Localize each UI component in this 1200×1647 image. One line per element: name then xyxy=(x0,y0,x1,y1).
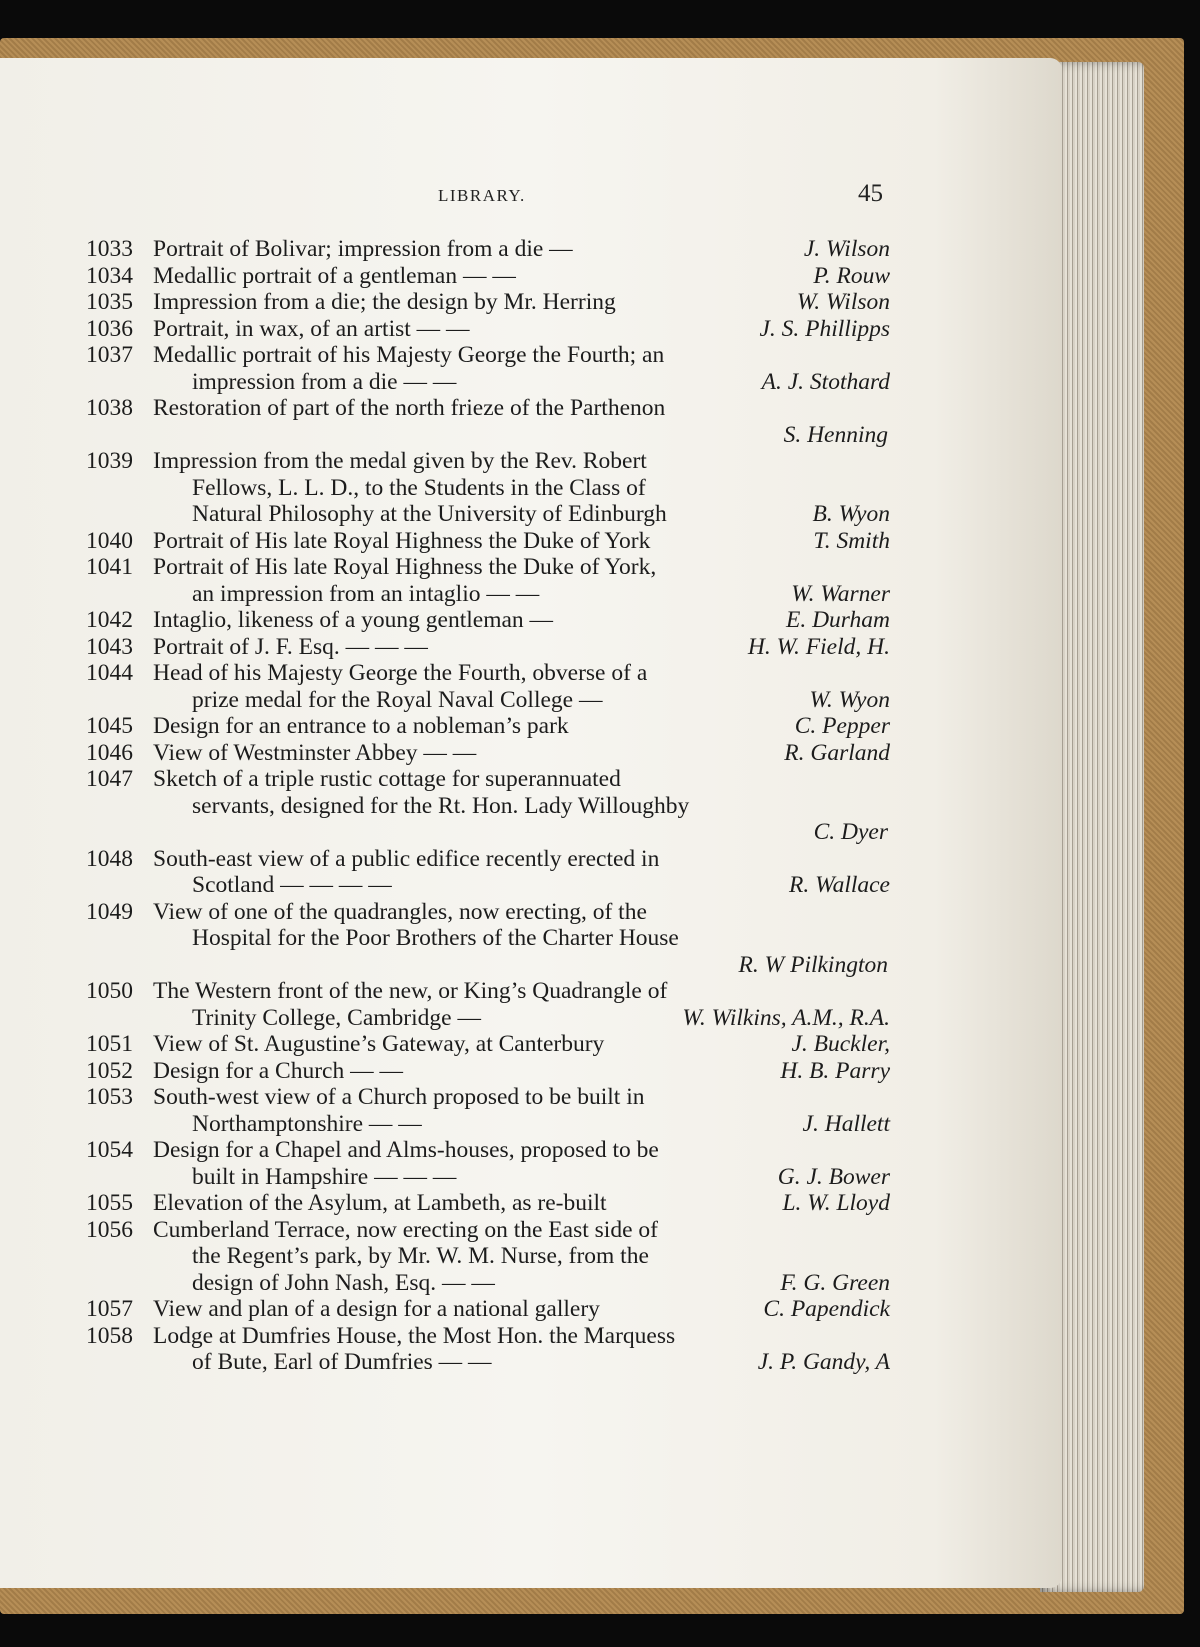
catalogue-entry xyxy=(0,554,1200,607)
entry-text: Medallic portrait of a gentleman — — xyxy=(153,262,516,289)
entry-artist: C. Pepper xyxy=(794,713,890,739)
entry-line xyxy=(0,978,1200,1005)
entry-line xyxy=(0,1349,1200,1376)
entry-artist: A. J. Stothard xyxy=(761,368,890,395)
entry-number: 1042 xyxy=(86,607,133,633)
entry-artist: J. Hallett xyxy=(802,1110,890,1137)
entry-line xyxy=(0,1137,1200,1164)
catalogue-entry xyxy=(0,846,1200,899)
entry-line xyxy=(0,766,1200,793)
catalogue-entry xyxy=(0,766,1200,846)
entry-line xyxy=(0,634,1200,661)
entry-artist: R. Garland xyxy=(784,739,890,766)
entry-text: Fellows, L. L. D., to the Students in the Class of xyxy=(192,474,646,501)
entry-text: an impression from an intaglio — — xyxy=(192,580,540,607)
entry-number: 1054 xyxy=(86,1137,133,1163)
entry-number: 1041 xyxy=(86,554,133,580)
entry-line xyxy=(0,236,1200,263)
entry-line xyxy=(0,607,1200,634)
entry-artist: J. Buckler, xyxy=(791,1031,890,1057)
entry-number: 1049 xyxy=(86,898,133,925)
entry-number: 1043 xyxy=(86,633,133,660)
entry-text: View of Westminster Abbey — — xyxy=(153,739,477,766)
entry-artist: W. Wyon xyxy=(809,686,890,713)
entry-artist: R. Wallace xyxy=(789,872,890,898)
catalogue-entries xyxy=(0,236,1200,1376)
catalogue-entry xyxy=(0,634,1200,661)
catalogue-entry xyxy=(0,528,1200,555)
entry-number: 1035 xyxy=(86,289,133,315)
entry-artist: W. Wilkins, A.M., R.A. xyxy=(682,1004,890,1031)
entry-line xyxy=(0,687,1200,714)
catalogue-entry xyxy=(0,395,1200,448)
page-number: 45 xyxy=(858,180,883,207)
entry-text: Portrait of His late Royal Highness the Duke of York, xyxy=(153,554,657,580)
entry-line xyxy=(0,1323,1200,1350)
entry-text: View of St. Augustine’s Gateway, at Canterbury xyxy=(153,1031,605,1057)
entry-text: View of one of the quadrangles, now erecting, of the xyxy=(153,898,647,925)
entry-text: Impression from the medal given by the Rev. Robert xyxy=(153,448,647,474)
entry-text: Portrait of Bolivar; impression from a die — xyxy=(153,236,573,262)
catalogue-entry xyxy=(0,978,1200,1031)
entry-text: Design for a Church — — xyxy=(153,1057,403,1084)
entry-line xyxy=(0,1296,1200,1323)
catalogue-entry xyxy=(0,1058,1200,1085)
catalogue-entry xyxy=(0,1296,1200,1323)
entry-line xyxy=(0,660,1200,687)
entry-number: 1047 xyxy=(86,766,133,792)
entry-line xyxy=(0,899,1200,926)
catalogue-entry xyxy=(0,899,1200,979)
entry-text: South-west view of a Church proposed to be built in xyxy=(153,1084,645,1110)
entry-line xyxy=(0,1058,1200,1085)
entry-line xyxy=(0,1084,1200,1111)
entry-line xyxy=(0,316,1200,343)
entry-line xyxy=(0,554,1200,581)
entry-line xyxy=(0,925,1200,952)
entry-text: Northamptonshire — — xyxy=(192,1110,422,1137)
entry-line xyxy=(0,872,1200,899)
entry-text: Trinity College, Cambridge — xyxy=(192,1004,481,1031)
catalogue-entry xyxy=(0,1031,1200,1058)
entry-text: Cumberland Terrace, now erecting on the East side of xyxy=(153,1216,658,1243)
entry-number: 1055 xyxy=(86,1190,133,1216)
entry-number: 1046 xyxy=(86,739,133,766)
catalogue-entry xyxy=(0,263,1200,290)
entry-text: design of John Nash, Esq. — — xyxy=(192,1269,495,1296)
entry-number: 1037 xyxy=(86,342,133,368)
entry-line xyxy=(0,740,1200,767)
entry-number: 1045 xyxy=(86,713,133,739)
entry-artist: E. Durham xyxy=(785,607,890,633)
entry-number: 1050 xyxy=(86,978,133,1004)
entry-line xyxy=(0,1190,1200,1217)
entry-number: 1036 xyxy=(86,315,133,342)
entry-text: Impression from a die; the design by Mr. Herring xyxy=(153,289,616,315)
entry-line xyxy=(0,1111,1200,1138)
entry-number: 1040 xyxy=(86,527,133,554)
catalogue-entry xyxy=(0,607,1200,634)
entry-number: 1058 xyxy=(86,1322,133,1349)
entry-line xyxy=(0,528,1200,555)
entry-line xyxy=(0,819,1200,846)
entry-text: View and plan of a design for a national gallery xyxy=(153,1296,600,1322)
entry-artist: B. Wyon xyxy=(812,501,890,527)
catalogue-entry xyxy=(0,342,1200,395)
entry-artist: L. W. Lloyd xyxy=(782,1190,890,1216)
entry-line xyxy=(0,846,1200,873)
entry-number: 1056 xyxy=(86,1216,133,1243)
entry-line xyxy=(0,1217,1200,1244)
entry-number: 1057 xyxy=(86,1296,133,1322)
catalogue-entry xyxy=(0,713,1200,740)
entry-number: 1034 xyxy=(86,262,133,289)
entry-artist: H. B. Parry xyxy=(780,1057,890,1084)
entry-text: Design for a Chapel and Alms-houses, proposed to be xyxy=(153,1137,659,1163)
entry-text: Natural Philosophy at the University of Edinburgh xyxy=(192,501,667,527)
entry-line xyxy=(0,1005,1200,1032)
entry-text: South-east view of a public edifice recently erected in xyxy=(153,845,660,872)
entry-line xyxy=(0,1031,1200,1058)
entry-artist: G. J. Bower xyxy=(777,1163,890,1190)
entry-line xyxy=(0,1164,1200,1191)
entry-text: Head of his Majesty George the Fourth, obverse of a xyxy=(153,660,648,686)
entry-text: Portrait of His late Royal Highness the Duke of York xyxy=(153,527,651,554)
entry-artist: C. Dyer xyxy=(813,819,888,845)
catalogue-entry xyxy=(0,1137,1200,1190)
catalogue-entry xyxy=(0,289,1200,316)
entry-line xyxy=(0,475,1200,502)
entry-artist: J. P. Gandy, A xyxy=(757,1349,890,1375)
entry-text: Elevation of the Asylum, at Lambeth, as re-built xyxy=(153,1190,607,1216)
entry-line xyxy=(0,952,1200,979)
entry-number: 1038 xyxy=(86,395,133,421)
entry-text: Portrait of J. F. Esq. — — — xyxy=(153,633,428,660)
entry-text: prize medal for the Royal Naval College — xyxy=(192,686,603,713)
entry-line xyxy=(0,581,1200,608)
entry-artist: J. Wilson xyxy=(803,236,890,262)
entry-text: Scotland — — — — xyxy=(192,872,392,898)
entry-line xyxy=(0,1270,1200,1297)
entry-number: 1052 xyxy=(86,1057,133,1084)
catalogue-entry xyxy=(0,740,1200,767)
entry-text: Hospital for the Poor Brothers of the Charter House xyxy=(192,925,679,951)
entry-number: 1033 xyxy=(86,236,133,262)
entry-text: servants, designed for the Rt. Hon. Lady Willoughby xyxy=(192,792,690,819)
entry-number: 1048 xyxy=(86,845,133,872)
entry-line xyxy=(0,289,1200,316)
entry-line xyxy=(0,501,1200,528)
entry-line xyxy=(0,448,1200,475)
entry-artist: H. W. Field, H. xyxy=(747,633,890,660)
entry-number: 1044 xyxy=(86,660,133,686)
entry-artist: R. W Pilkington xyxy=(738,951,888,978)
entry-line xyxy=(0,395,1200,422)
entry-line xyxy=(0,369,1200,396)
entry-artist: P. Rouw xyxy=(813,262,890,289)
entry-artist: J. S. Phillipps xyxy=(759,315,890,342)
entry-text: built in Hampshire — — — xyxy=(192,1163,457,1190)
entry-line xyxy=(0,793,1200,820)
entry-text: Intaglio, likeness of a young gentleman — xyxy=(153,607,554,633)
entry-artist: C. Papendick xyxy=(763,1296,890,1322)
entry-text: Portrait, in wax, of an artist — — xyxy=(153,315,470,342)
catalogue-entry xyxy=(0,448,1200,528)
entry-text: the Regent’s park, by Mr. W. M. Nurse, from the xyxy=(192,1243,649,1269)
entry-line xyxy=(0,422,1200,449)
entry-text: Design for an entrance to a nobleman’s park xyxy=(153,713,569,739)
entry-text: Medallic portrait of his Majesty George the Fourth; an xyxy=(153,342,665,368)
entry-text: Restoration of part of the north frieze of the Parthenon xyxy=(153,395,666,421)
page-header xyxy=(0,178,1200,218)
entry-text: impression from a die — — xyxy=(192,368,457,395)
entry-text: Sketch of a triple rustic cottage for superannuated xyxy=(153,766,621,792)
entry-text: The Western front of the new, or King’s Quadrangle of xyxy=(153,978,668,1004)
entry-text: of Bute, Earl of Dumfries — — xyxy=(192,1349,492,1375)
catalogue-entry xyxy=(0,316,1200,343)
entry-artist: W. Warner xyxy=(791,580,890,607)
entry-artist: F. G. Green xyxy=(780,1269,890,1296)
catalogue-entry xyxy=(0,660,1200,713)
running-head: LIBRARY. xyxy=(438,186,526,205)
catalogue-entry xyxy=(0,236,1200,263)
entry-line xyxy=(0,263,1200,290)
entry-number: 1051 xyxy=(86,1031,133,1057)
entry-text: Lodge at Dumfries House, the Most Hon. the Marquess xyxy=(153,1322,676,1349)
entry-line xyxy=(0,713,1200,740)
entry-artist: S. Henning xyxy=(783,421,888,448)
catalogue-entry xyxy=(0,1084,1200,1137)
entry-artist: W. Wilson xyxy=(796,289,890,315)
catalogue-entry xyxy=(0,1217,1200,1297)
catalogue-entry xyxy=(0,1190,1200,1217)
entry-number: 1053 xyxy=(86,1084,133,1110)
entry-number: 1039 xyxy=(86,448,133,474)
entry-line xyxy=(0,342,1200,369)
entry-line xyxy=(0,1243,1200,1270)
catalogue-entry xyxy=(0,1323,1200,1376)
entry-artist: T. Smith xyxy=(813,527,890,554)
